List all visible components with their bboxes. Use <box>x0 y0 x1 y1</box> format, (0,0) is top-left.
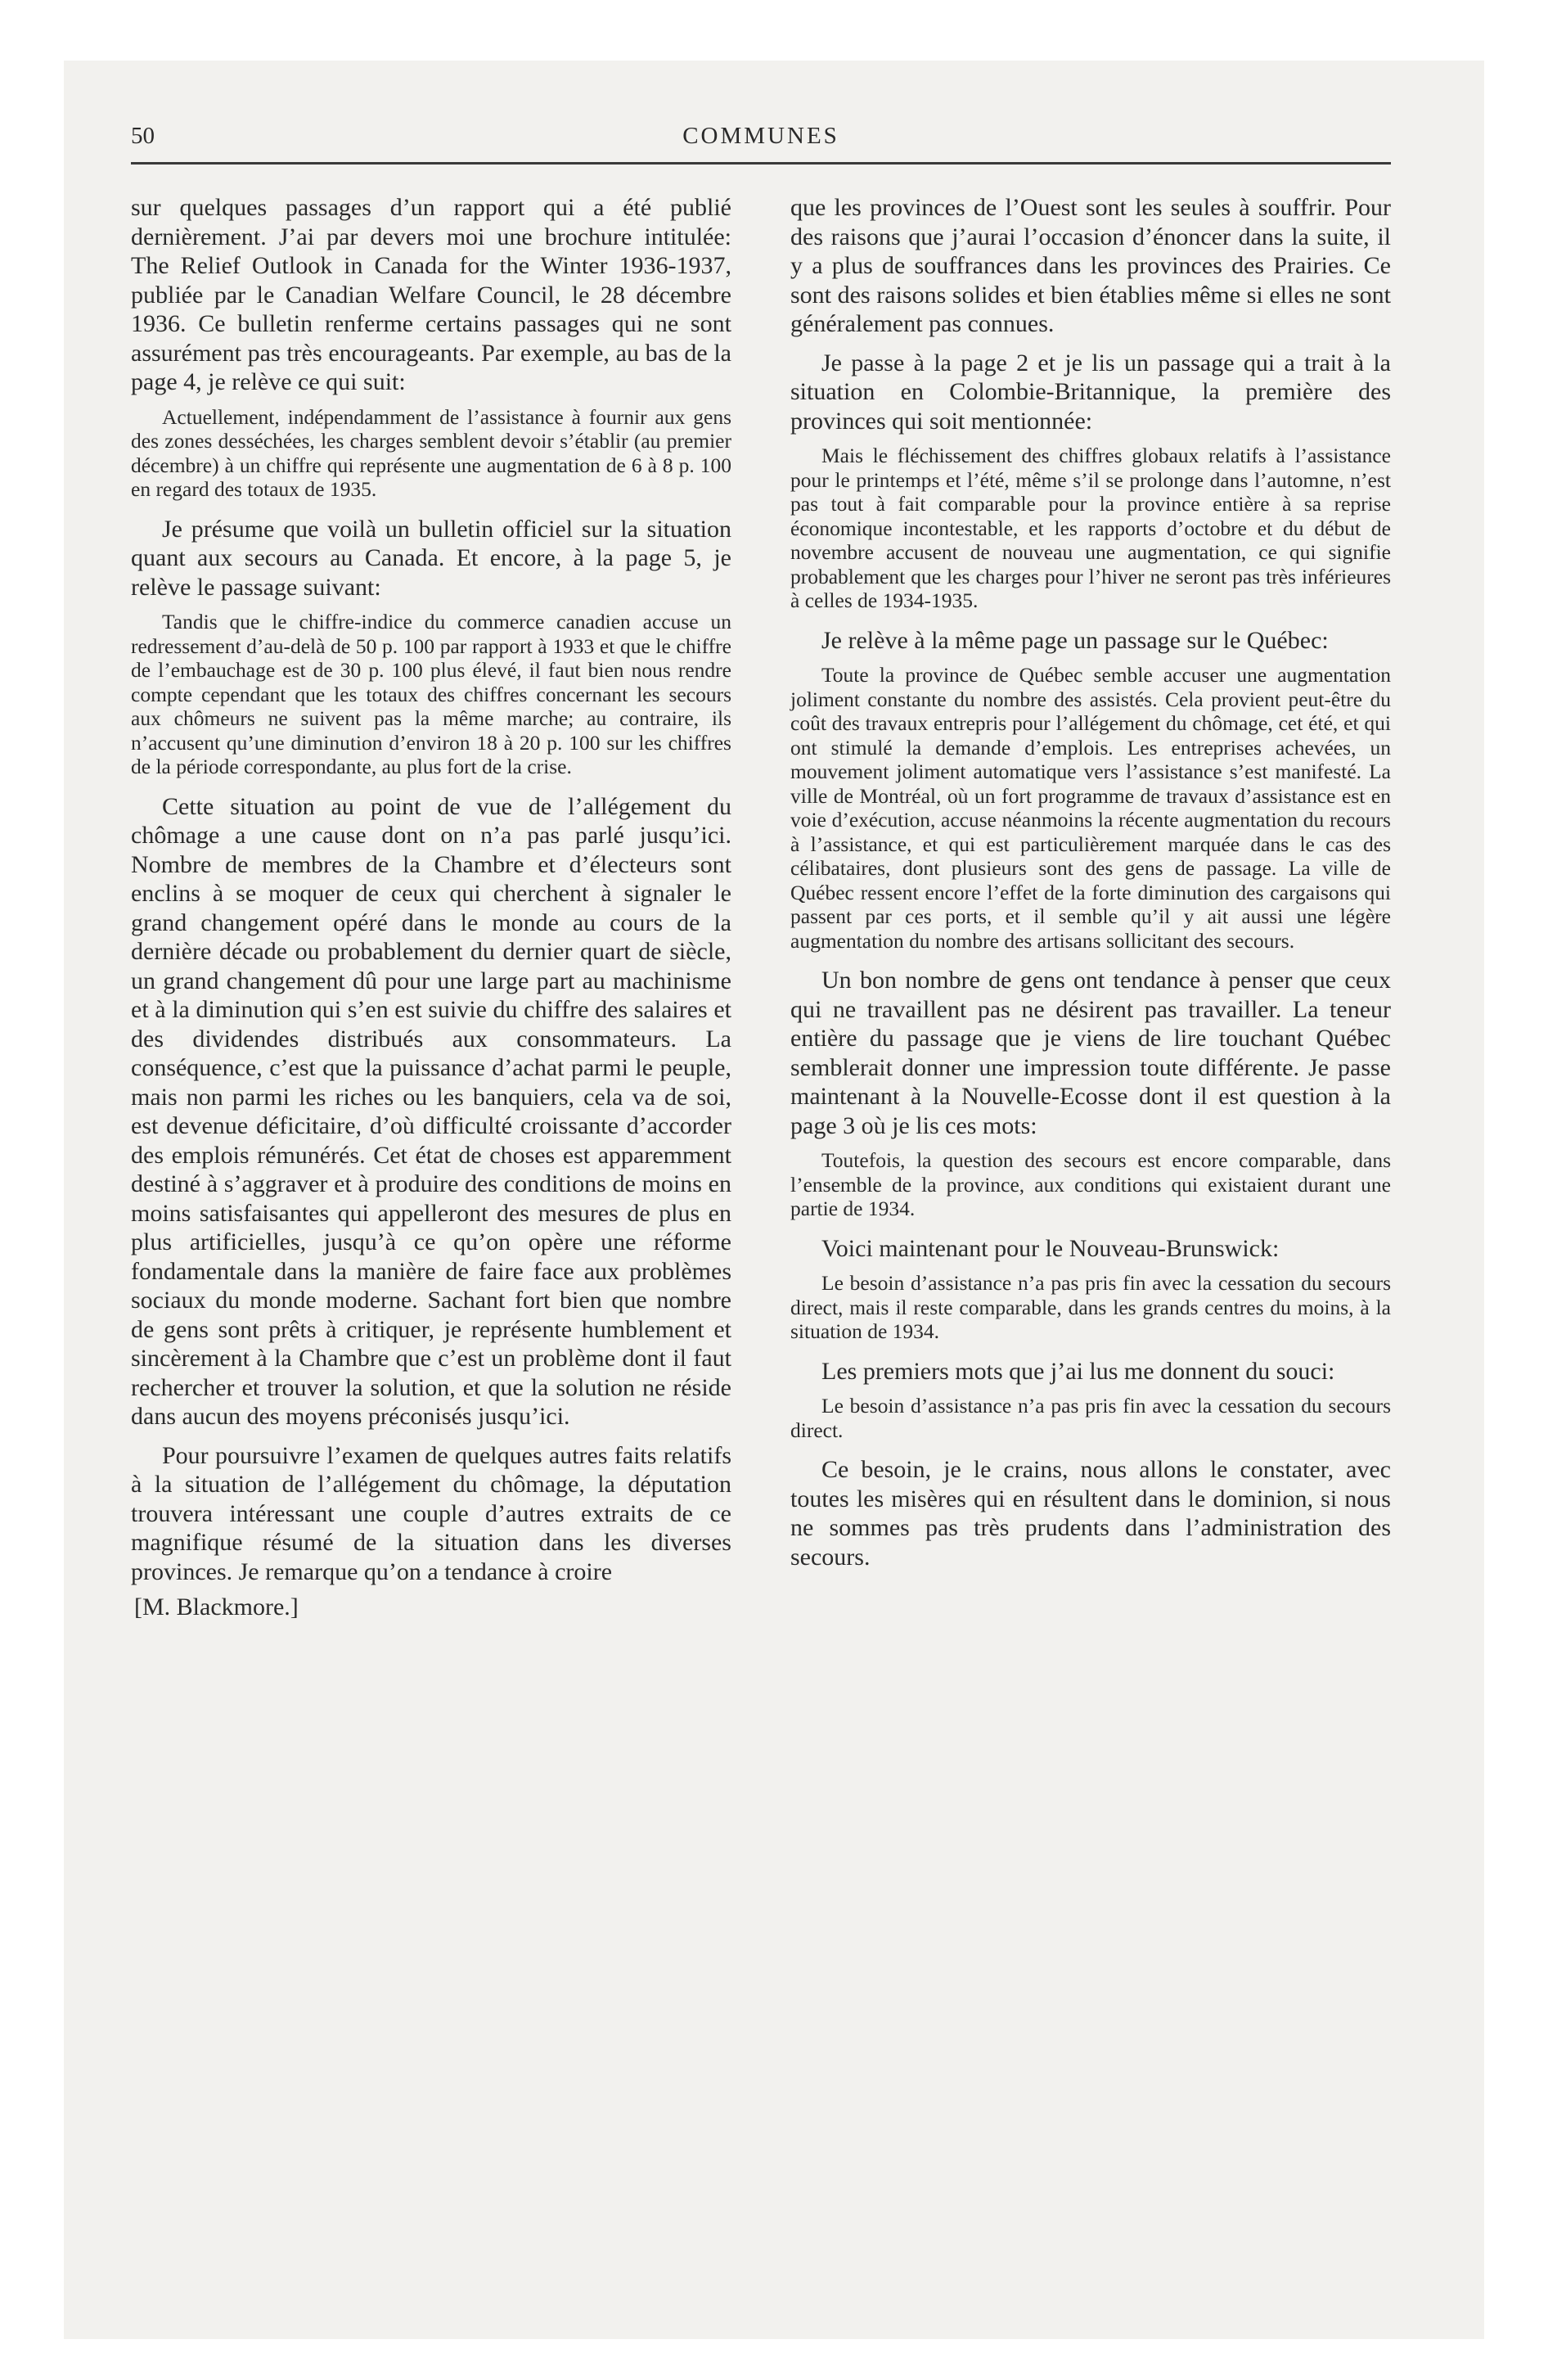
paragraph: Ce besoin, je le crains, nous allons le constater, avec toutes les misères qui en résultent dans le dominion, si nous ne sommes pas très prudents dans l’administration des secours. <box>790 1456 1391 1571</box>
paragraph: Je passe à la page 2 et je lis un passage qui a trait à la situation en Colombie-Britannique, la première des provinces qui soit mentionnée: <box>790 349 1391 435</box>
paragraph: Les premiers mots que j’ai lus me donnent du souci: <box>821 1357 1335 1385</box>
page-number: 50 <box>131 123 155 149</box>
paragraph: Je présume que voilà un bulletin officiel sur la situation quant aux secours au Canada. Et encore, à la page 5, je relève le passage suivant: <box>131 515 731 601</box>
quoted-passage: Toute la province de Québec semble accuser une augmentation joliment constante du nombre des assistés. Cela provient peut-être du coût des travaux entrepris pour l’allégement du chômage, cet été, et qui ont stimulé la demande d’emplois. Les entreprises achevées, un mouvement joliment automatique vers l’assistance s’est manifesté. La ville de Montréal, où un fort programme de travaux d’assistance est en voie d’exécution, accuse néanmoins la récente augmentation du recours à l’assistance, et qui est particulièrement marquée dans le cas des célibataires, dont plusieurs sont des gens de passage. La ville de Québec ressent encore l’effet de la forte diminution des cargaisons qui passent par ces ports, et il semble qu’il y ait aussi une légère augmentation du nombre des artisans sollicitant des secours. <box>790 663 1391 953</box>
paragraph: sur quelques passages d’un rapport qui a été publié dernièrement. J’ai par devers moi une brochure intitulée: The Relief Outlook in Canada for the Winter 1936-1937, publiée par le Canadian Welfare Council, le 28 décembre 1936. Ce bulletin renferme certains passages qui ne sont assurément pas très encourageants. Par exemple, au bas de la page 4, je relève ce qui suit: <box>131 194 731 395</box>
quoted-passage: Tandis que le chiffre-indice du commerce canadien accuse un redressement d’au-delà de 50 p. 100 par rapport à 1933 et que le chiffre de l’embauchage est de 30 p. 100 plus élevé, il faut bien nous rendre compte cependant que les totaux des chiffres concernant les secours aux chômeurs ne suivent pas la même marche; au contraire, ils n’accusent qu’une diminution d’environ 18 à 20 p. 100 sur les chiffres de la période correspondante, au plus fort de la crise. <box>131 610 731 778</box>
paragraph: Pour poursuivre l’examen de quelques autres faits relatifs à la situation de l’allégement du chômage, la députation trouvera intéressant une couple d’autres extraits de ce magnifique résumé de la situation dans les diverses provinces. Je remarque qu’on a tendance à croire <box>131 1441 731 1585</box>
header-rule <box>131 162 1391 165</box>
quoted-passage: Le besoin d’assistance n’a pas pris fin avec la cessation du secours direct. <box>790 1394 1391 1442</box>
speaker-attribution: [M. Blackmore.] <box>134 1593 299 1620</box>
paragraph: que les provinces de l’Ouest sont les seules à souffrir. Pour des raisons que j’aurai l’occasion d’énoncer dans la suite, il y a plus de souffrances dans les provinces des Prairies. Ce sont des raisons solides et bien établies même si elles ne sont généralement pas connues. <box>790 194 1391 337</box>
right-column <box>790 193 1391 1571</box>
paragraph: Voici maintenant pour le Nouveau-Brunswick: <box>821 1234 1280 1262</box>
quoted-passage: Toutefois, la question des secours est encore comparable, dans l’ensemble de la province, aux conditions qui existaient durant une partie de 1934. <box>790 1148 1391 1220</box>
running-title: COMMUNES <box>682 123 839 149</box>
page-header <box>131 123 1391 159</box>
paragraph: Un bon nombre de gens ont tendance à penser que ceux qui ne travaillent pas ne désirent pas travailler. La teneur entière du passage que je viens de lire touchant Québec semblerait donner une impression toute différente. Je passe maintenant à la Nouvelle-Ecosse dont il est question à la page 3 où je lis ces mots: <box>790 967 1391 1139</box>
left-column <box>131 193 731 1622</box>
quoted-passage: Le besoin d’assistance n’a pas pris fin avec la cessation du secours direct, mais il reste comparable, dans les grands centres du moins, à la situation de 1934. <box>790 1271 1391 1343</box>
paragraph: Cette situation au point de vue de l’allégement du chômage a une cause dont on n’a pas parlé jusqu’ici. Nombre de membres de la Chambre et d’électeurs sont enclins à se moquer de ceux qui cherchent à signaler le grand changement opéré dans le monde au cours de la dernière décade ou probablement du dernier quart de siècle, un grand changement dû pour une large part au machinisme et à la diminution qui s’en est suivie du chiffre des salaires et des dividendes distribués aux consommateurs. La conséquence, c’est que la puissance d’achat parmi le peuple, mais non parmi les riches ou les banquiers, cela va de soi, est devenue déficitaire, d’où difficulté croissante d’accorder des emplois rémunérés. Cet état de choses est apparemment destiné à s’aggraver et à produire des conditions de moins en moins satisfaisantes qui appelleront des mesures de plus en plus artificielles, jusqu’à ce qu’on opère une réforme fondamentale dans la manière de faire face aux problèmes sociaux du monde moderne. Sachant fort bien que nombre de gens sont prêts à critiquer, je représente humblement et sincèrement à la Chambre que c’est un problème dont il faut rechercher et trouver la solution, et que la solution ne réside dans aucun des moyens préconisés jusqu’ici. <box>131 792 731 1430</box>
quoted-passage: Actuellement, indépendamment de l’assistance à fournir aux gens des zones desséchées, les charges semblent devoir s’établir (au premier décembre) à un chiffre qui représente une augmentation de 6 à 8 p. 100 en regard des totaux de 1935. <box>131 404 731 501</box>
paragraph: Je relève à la même page un passage sur le Québec: <box>821 626 1329 654</box>
quoted-passage: Mais le fléchissement des chiffres globaux relatifs à l’assistance pour le printemps et l’été, même s’il se prolonge dans l’automne, n’est pas tout à fait comparable pour la province entière à sa reprise économique incontestable, et les rapports d’octobre et du début de novembre accusent de nouveau une augmentation, ce qui signifie probablement que les charges pour l’hiver ne seront pas très inférieures à celles de 1934-1935. <box>790 444 1391 612</box>
